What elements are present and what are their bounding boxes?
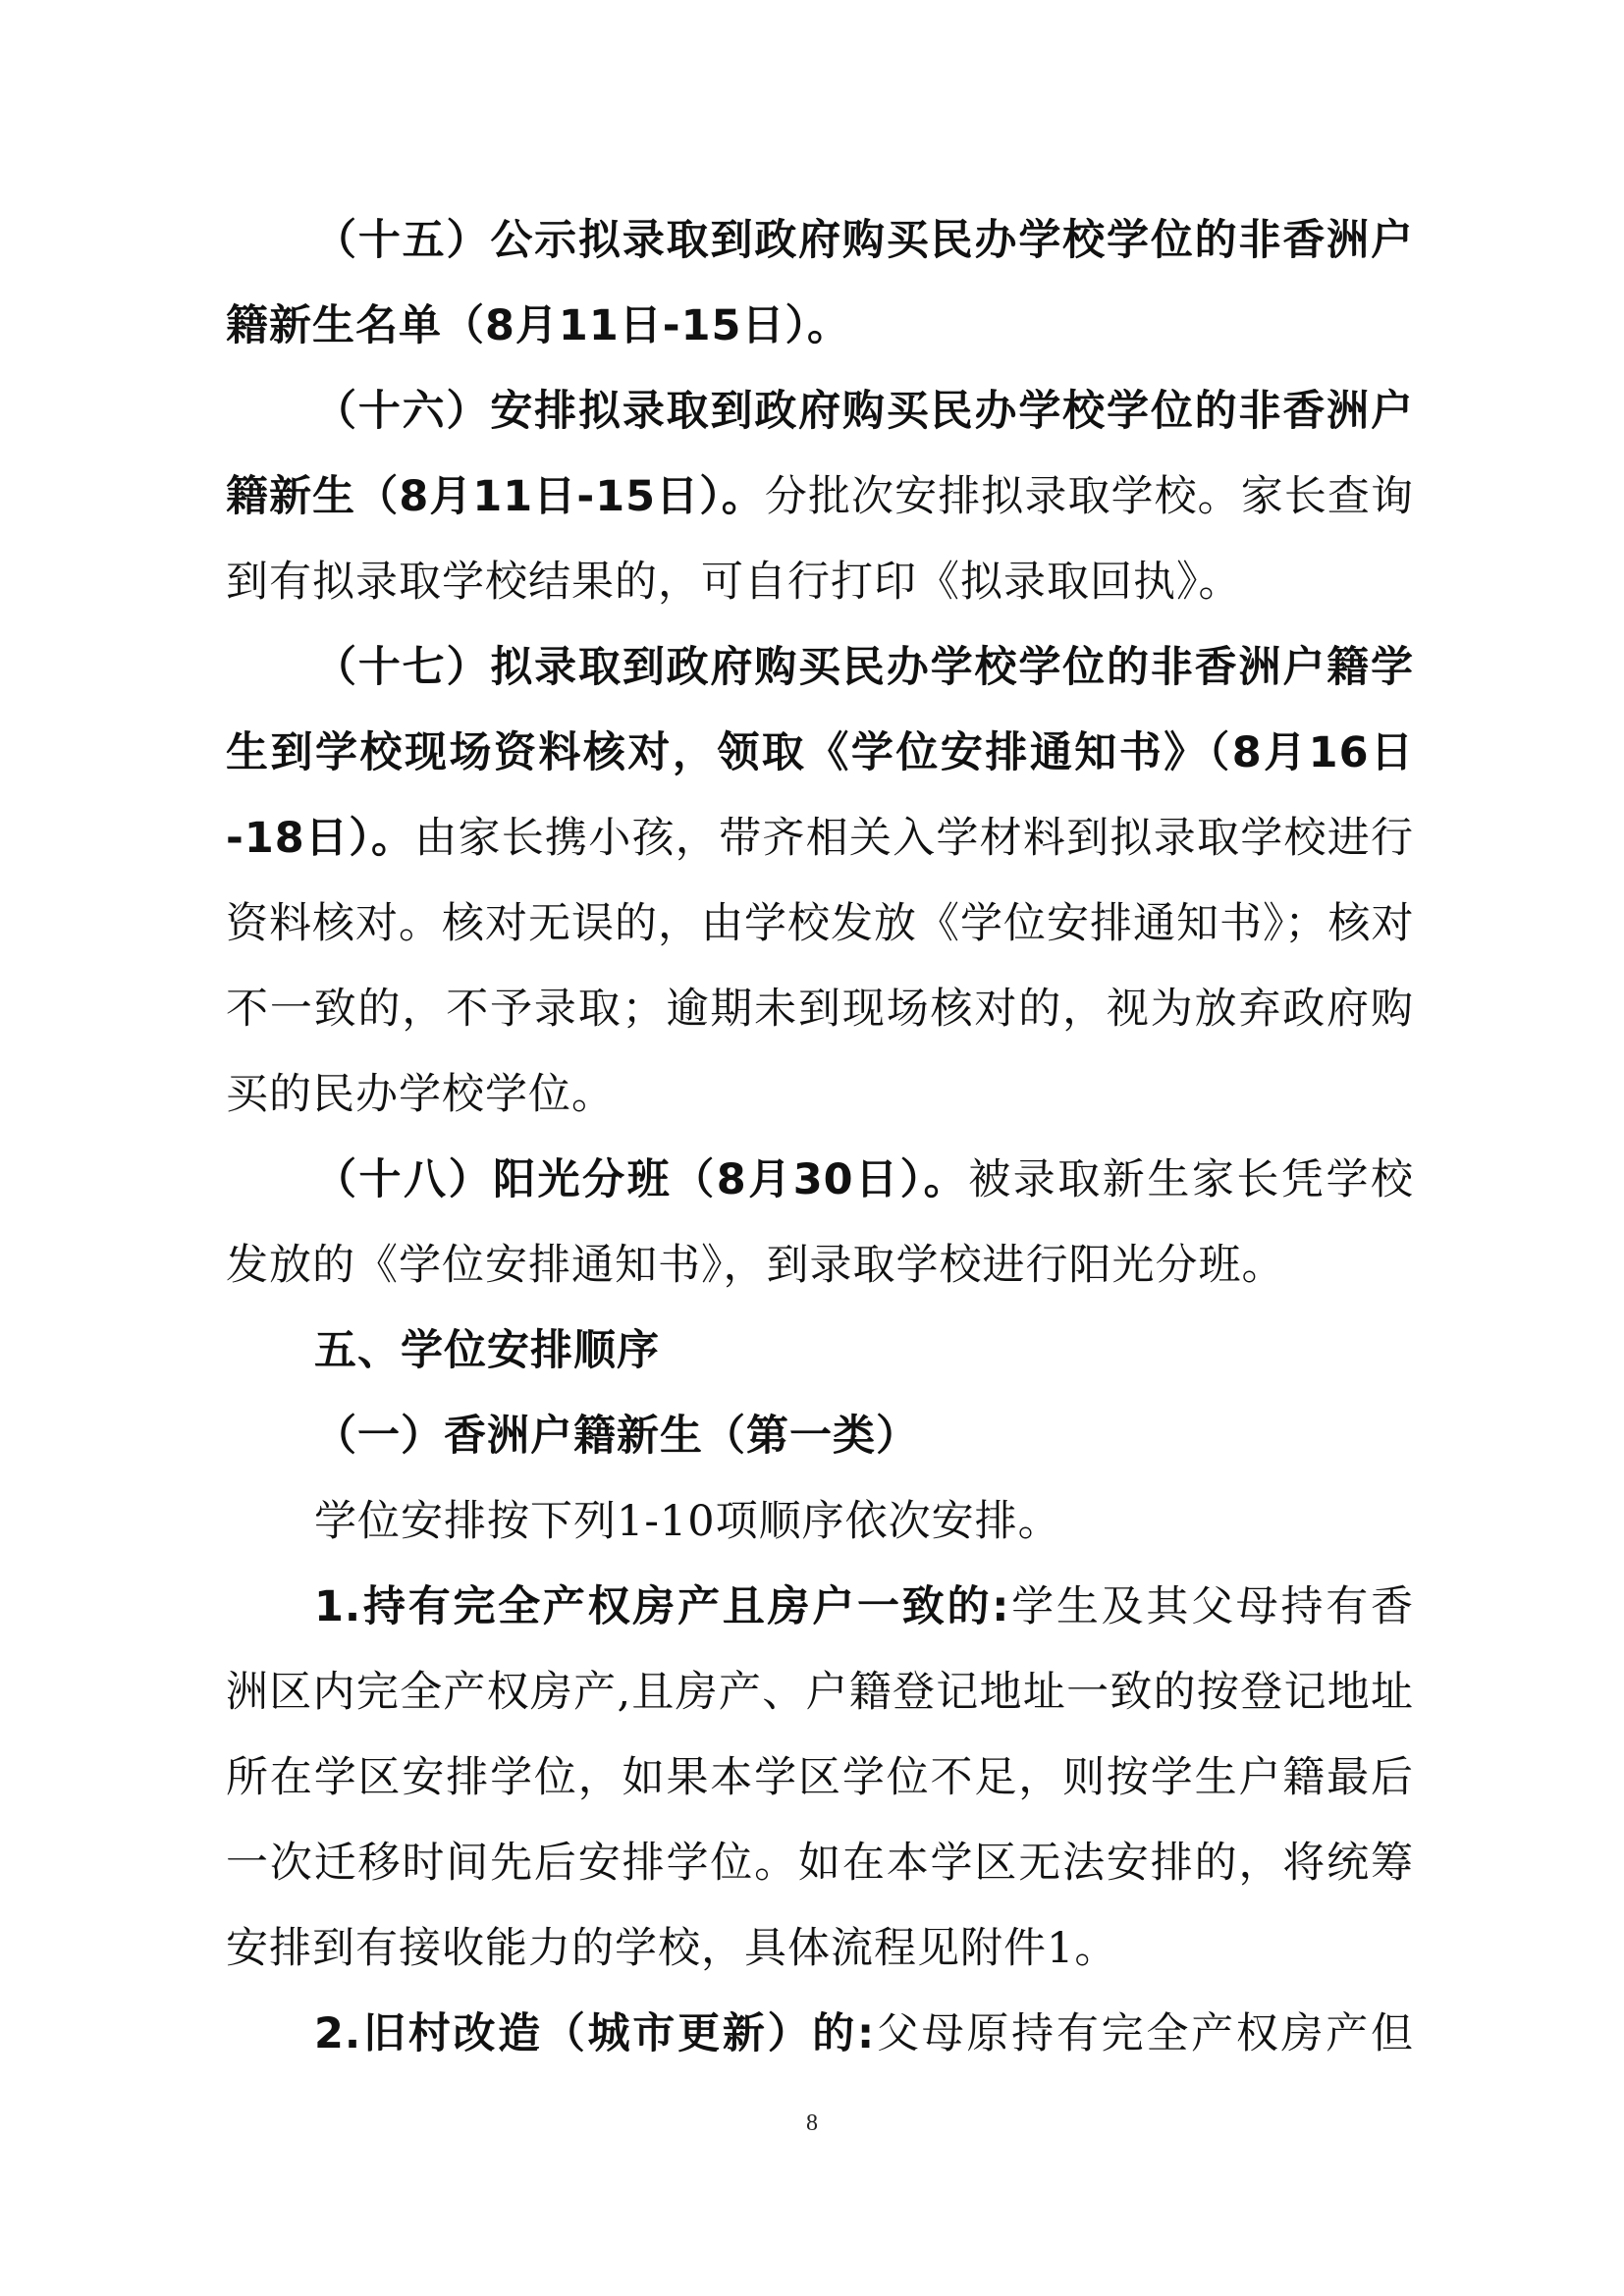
page-number: 8	[806, 2110, 818, 2136]
bold-text: （一）香洲户籍新生（第一类）	[314, 1412, 919, 1461]
paragraph-18-line-1	[314, 1150, 1414, 1209]
regular-text: 由家长携小孩，带齐相关入学材料到拟录取学校进行	[414, 814, 1414, 863]
regular-text: 买的民办学校学位。	[226, 1070, 615, 1119]
regular-text: 洲区内完全产权房产,且房产、户籍登记地址一致的按登记地址	[226, 1668, 1414, 1717]
regular-text: 分批次安排拟录取学校。家长查询	[764, 472, 1414, 521]
bold-text: （十八）阳光分班（8月30日）。	[314, 1155, 969, 1204]
item-1-line-4	[226, 1834, 1414, 1893]
bold-text: （十六）安排拟录取到政府购买民办学校学位的非香洲户	[314, 387, 1414, 436]
subsection-heading	[314, 1407, 1414, 1466]
paragraph-16-line-1	[314, 382, 1414, 441]
bold-text: （十五）公示拟录取到政府购买民办学校学位的非香洲户	[314, 216, 1414, 265]
item-1-line-5	[226, 1919, 1414, 1978]
bold-text: 籍新生名单（8月11日-15日）。	[226, 301, 850, 350]
bold-text: 籍新生（8月11日-15日）。	[226, 472, 765, 521]
paragraph-15-line-1	[314, 211, 1414, 270]
regular-text: 所在学区安排学位，如果本学区学位不足，则按学生户籍最后	[226, 1753, 1414, 1802]
bold-text: 五、学位安排顺序	[314, 1326, 660, 1375]
item-1-line-1	[314, 1577, 1414, 1636]
paragraph-17-line-2	[226, 723, 1414, 782]
regular-text: 发放的《学位安排通知书》，到录取学校进行阳光分班。	[226, 1241, 1285, 1290]
bold-text: -18日）。	[226, 814, 415, 863]
paragraph-17-line-1	[314, 638, 1414, 697]
bold-text: （十七）拟录取到政府购买民办学校学位的非香洲户籍学	[314, 643, 1414, 692]
regular-text: 父母原持有完全产权房产但	[875, 2009, 1414, 2058]
paragraph-15-line-2	[226, 296, 1414, 355]
bold-text: 生到学校现场资料核对，领取《学位安排通知书》（8月16日	[226, 728, 1414, 777]
bold-text: 2.旧村改造（城市更新）的:	[314, 2009, 876, 2058]
paragraph-17-line-6	[226, 1065, 1414, 1124]
regular-text: 到有拟录取学校结果的，可自行打印《拟录取回执》。	[226, 558, 1242, 607]
paragraph-17-line-4	[226, 894, 1414, 953]
item-1-line-2	[226, 1663, 1414, 1722]
bold-text: 1.持有完全产权房产且房户一致的:	[314, 1582, 1010, 1631]
paragraph-16-line-3	[226, 553, 1414, 612]
item-1-line-3	[226, 1748, 1414, 1807]
paragraph-17-line-5	[226, 980, 1414, 1039]
regular-text: 不一致的，不予录取；逾期未到现场核对的，视为放弃政府购	[226, 985, 1414, 1034]
regular-text: 资料核对。核对无误的，由学校发放《学位安排通知书》；核对	[226, 899, 1414, 948]
paragraph-16-line-2	[226, 467, 1414, 526]
regular-text: 一次迁移时间先后安排学位。如在本学区无法安排的，将统筹	[226, 1839, 1414, 1888]
item-2-line-1	[314, 2004, 1414, 2063]
intro-line	[314, 1492, 1414, 1551]
paragraph-18-line-2	[226, 1236, 1414, 1295]
regular-text: 学位安排按下列1-10项顺序依次安排。	[314, 1497, 1061, 1546]
section-heading	[314, 1321, 1414, 1380]
regular-text: 安排到有接收能力的学校，具体流程见附件1。	[226, 1924, 1118, 1973]
regular-text: 学生及其父母持有香	[1009, 1582, 1414, 1631]
regular-text: 被录取新生家长凭学校	[968, 1155, 1414, 1204]
paragraph-17-line-3	[226, 809, 1414, 868]
